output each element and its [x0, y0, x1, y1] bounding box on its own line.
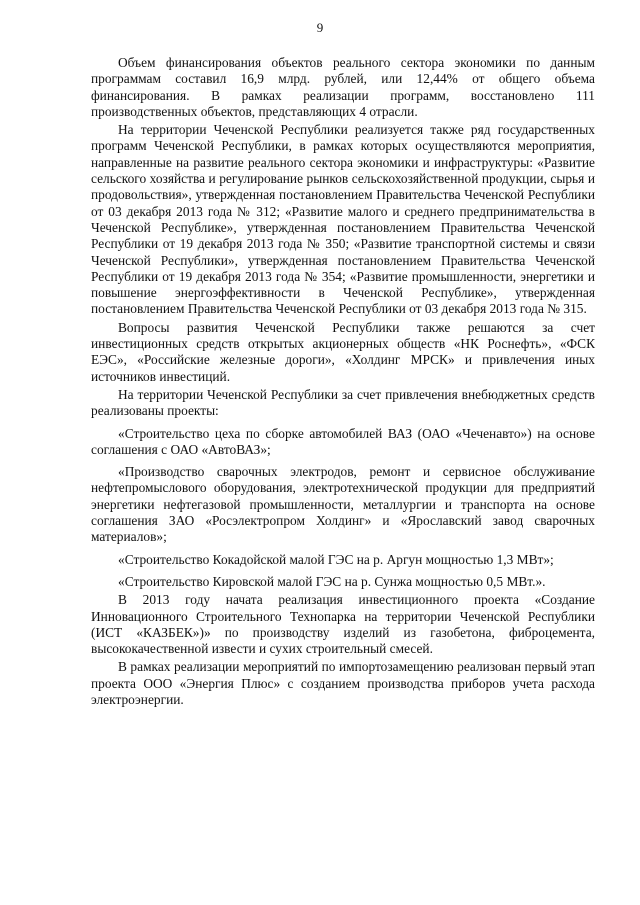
- document-body: [91, 55, 595, 710]
- paragraph-financing-volume: Объем финансирования объектов реального сектора экономики по данным программам составил 16,9 млрд. рублей, или 12,44% от общего объема финансирования. В рамках реализации программ, восстановлено 111 производственных объектов, представляющих 4 отрасли.: [91, 55, 595, 119]
- paragraph-import-substitution: В рамках реализации мероприятий по импортозамещению реализован первый этап проекта ООО «Энергия Плюс» с созданием производства приборов учета расхода электроэнергии.: [91, 659, 595, 707]
- project-item-vaz: «Строительство цеха по сборке автомобилей ВАЗ (ОАО «Чеченавто») на основе соглашения с ОАО «АвтоВАЗ»;: [91, 425, 595, 457]
- project-item-kirov-ges: «Строительство Кировской малой ГЭС на р. Сунжа мощностью 0,5 МВт.».: [118, 573, 546, 589]
- project-item-electrodes: «Производство сварочных электродов, ремонт и сервисное обслуживание нефтепромыслового оборудования, электротехнической продукции для предприятий энергетики нефтегазовой промышленности, металлургии и транспорта на основе соглашения ЗАО «Росэлектропром Холдинг» и «Ярославский завод сварочных материалов»;: [91, 464, 595, 545]
- project-item-kokadoy-ges: «Строительство Кокадойской малой ГЭС на р. Аргун мощностью 1,3 МВт»;: [118, 551, 554, 567]
- page-number: 9: [316, 20, 324, 35]
- paragraph-projects-intro: На территории Чеченской Республики за счет привлечения внебюджетных средств реализованы проекты:: [91, 386, 595, 419]
- paragraph-state-programs: На территории Чеченской Республики реализуется также ряд государственных программ Чеченской Республики, в рамках которых осуществляются мероприятия, направленные на развитие реального сектора экономики и инфраструктуры: «Развитие сельского хозяйства и регулирование рынков сельскохозяйственной продукции, сырья и продовольствия», утвержденная постановлением Правительства Чеченской Республики от 03 декабря 2013 года № 312; «Развитие малого и среднего предпринимательства в Чеченской Республике», утвержденная постановлением Правительства Чеченской Республики от 19 декабря 2013 года № 350; «Развитие транспортной системы и связи Чеченской Республики», утвержденная постановлением Правительства Чеченской Республики от 19 декабря 2013 года № 354; «Развитие промышленности, энергетики и повышение энергоэффективности в Чеченской Республике», утвержденная постановлением Правительства Чеченской Республики от 03 декабря 2013 года № 315.: [91, 122, 595, 317]
- paragraph-technopark: В 2013 году начата реализация инвестиционного проекта «Создание Инновационного Строительного Технопарка на территории Чеченской Республики (ИСТ «КАЗБЕК»)» по производству изделий из газобетона, фиброцемента, высококачественной извести и сухих строительный смесей.: [91, 592, 595, 657]
- paragraph-investment-sources: Вопросы развития Чеченской Республики также решаются за счет инвестиционных средств открытых акционерных обществ «НК Роснефть», «ФСК ЕЭС», «Российские железные дороги», «Холдинг МРСК» и привлечения иных источников инвестиций.: [91, 319, 595, 384]
